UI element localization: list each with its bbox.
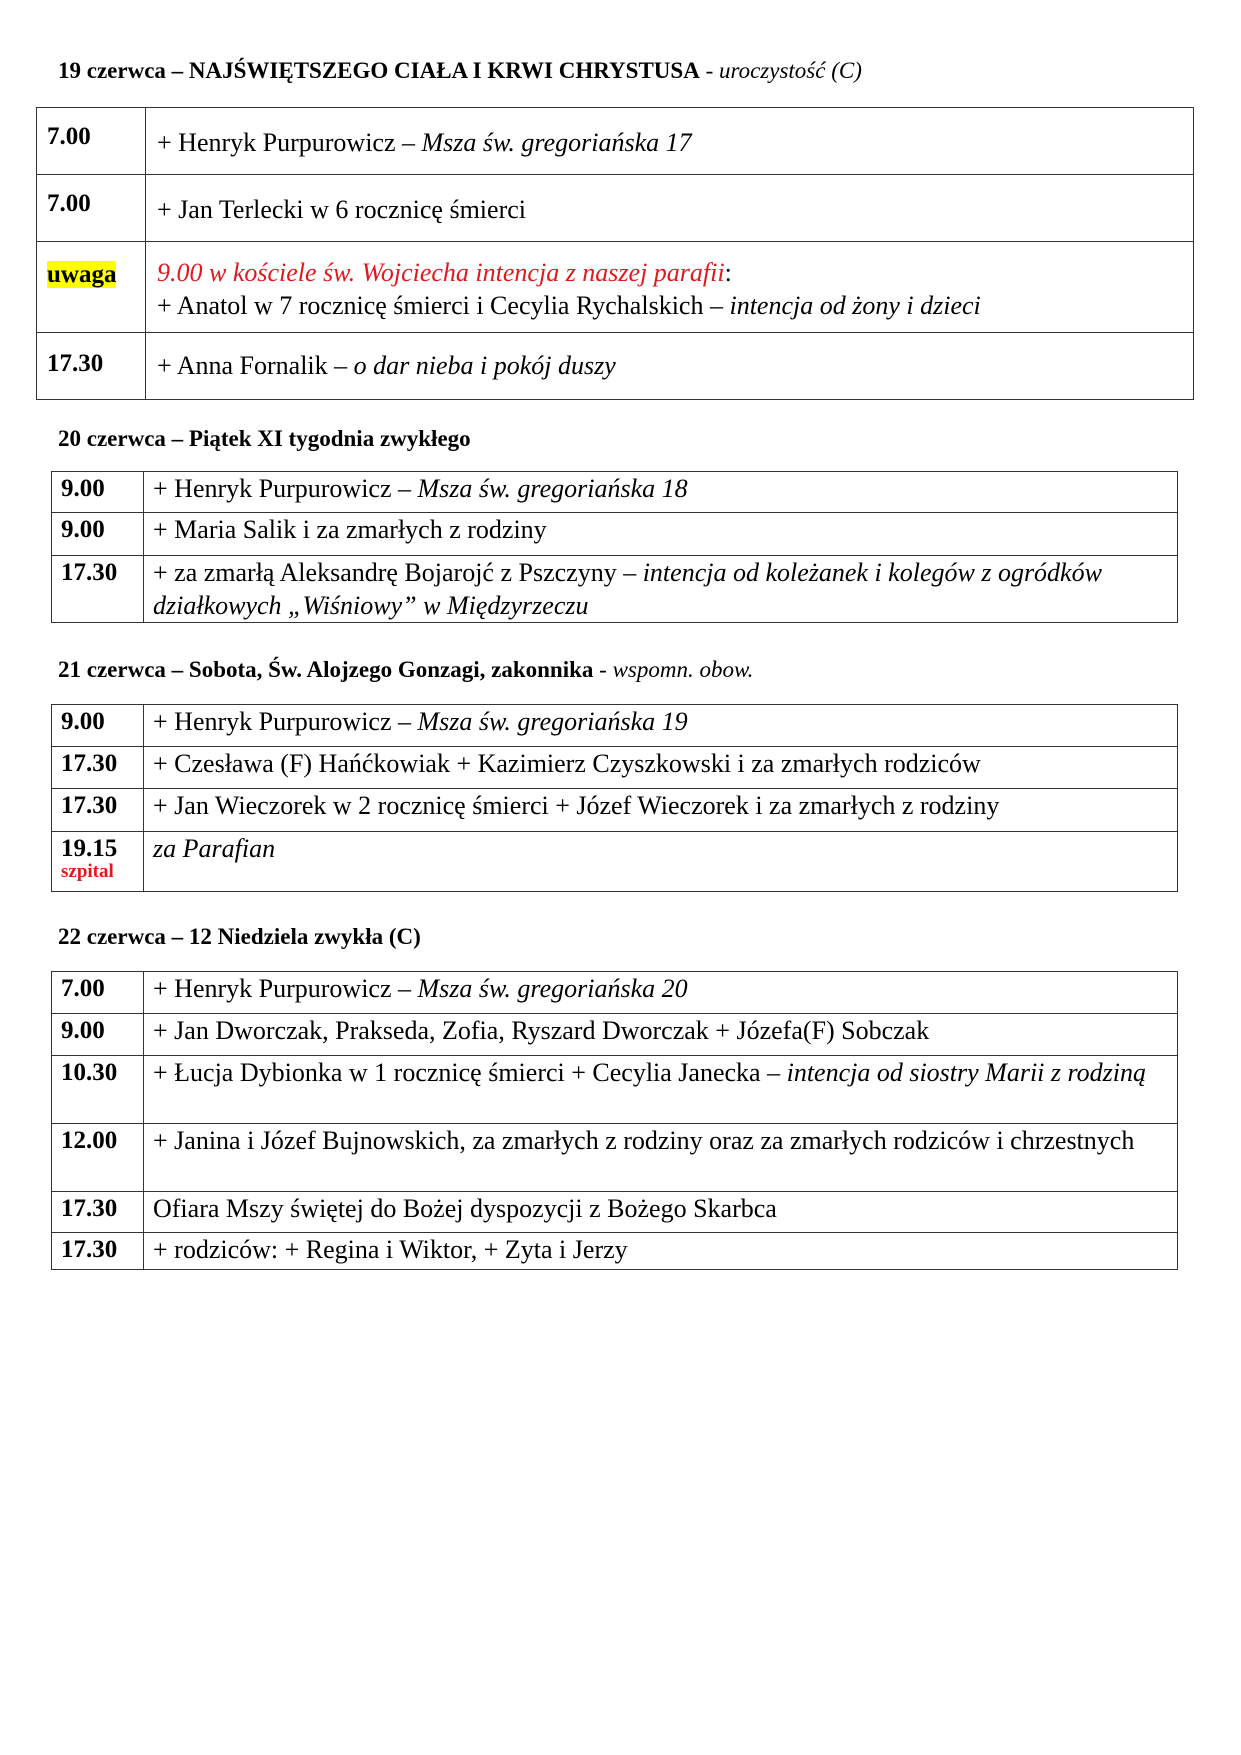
day-title: 21 czerwca – Sobota, Św. Alojzego Gonzagi, zakonnika bbox=[58, 657, 594, 682]
heading-separator: - bbox=[593, 657, 613, 682]
intention-text: + Jan Wieczorek w 2 rocznicę śmierci + Józef Wieczorek i za zmarłych z rodziny bbox=[153, 791, 1000, 820]
table-row bbox=[52, 789, 1178, 832]
intention bbox=[144, 789, 1178, 832]
intention bbox=[146, 175, 1194, 242]
table-row bbox=[37, 108, 1194, 175]
intention-text: + Henryk Purpurowicz bbox=[153, 474, 398, 503]
table-row bbox=[52, 1124, 1178, 1192]
mass-time: 17.30 bbox=[52, 1233, 144, 1270]
mass-time: 17.30 bbox=[37, 333, 146, 400]
day-title: 20 czerwca – Piątek XI tygodnia zwykłego bbox=[58, 426, 471, 451]
day-title: 22 czerwca – 12 Niedziela zwykła (C) bbox=[58, 924, 421, 949]
day-heading bbox=[58, 924, 421, 950]
mass-time-value: 19.15 bbox=[61, 835, 118, 862]
table-row bbox=[52, 832, 1178, 892]
mass-time bbox=[52, 832, 144, 892]
notice-colon: : bbox=[724, 258, 732, 287]
intention-note: – Msza św. gregoriańska 20 bbox=[398, 974, 688, 1003]
table-row bbox=[52, 472, 1178, 513]
table-row bbox=[52, 513, 1178, 556]
day-heading bbox=[58, 58, 862, 84]
intention bbox=[144, 556, 1178, 623]
intention-note: – intencja od siostry Marii z rodziną bbox=[767, 1058, 1147, 1087]
table-row bbox=[52, 1014, 1178, 1056]
intention bbox=[144, 1124, 1178, 1192]
mass-time: 17.30 bbox=[52, 1192, 144, 1233]
intention-text: + rodziców: + Regina i Wiktor, + Zyta i Jerzy bbox=[153, 1235, 628, 1264]
table-row bbox=[52, 1233, 1178, 1270]
table-row bbox=[52, 747, 1178, 789]
intention-text: + Czesława (F) Hańćkowiak + Kazimierz Czyszkowski i za zmarłych rodziców bbox=[153, 749, 981, 778]
intention bbox=[144, 705, 1178, 747]
mass-intentions-table bbox=[51, 704, 1178, 892]
table-row bbox=[37, 175, 1194, 242]
intention-text: + Henryk Purpurowicz bbox=[153, 974, 398, 1003]
intention-note: – intencja od koleżanek i kolegów z ogródków działkowych „Wiśniowy” w Międzyrzeczu bbox=[153, 558, 1102, 620]
intention bbox=[146, 108, 1194, 175]
intention-text: + Anatol w 7 rocznicę śmierci i Cecylia Rychalskich bbox=[157, 291, 710, 320]
mass-time: 17.30 bbox=[52, 556, 144, 623]
mass-time: 17.30 bbox=[52, 747, 144, 789]
intention-text: + Henryk Purpurowicz bbox=[157, 128, 402, 157]
mass-intentions-table bbox=[36, 107, 1194, 400]
intention-note: za Parafian bbox=[153, 834, 276, 863]
intention-text: + Jan Dworczak, Prakseda, Zofia, Ryszard Dworczak + Józefa(F) Sobczak bbox=[153, 1016, 930, 1045]
mass-time: 9.00 bbox=[52, 513, 144, 556]
heading-separator: - bbox=[699, 58, 719, 83]
table-row bbox=[52, 556, 1178, 623]
intention bbox=[144, 1056, 1178, 1124]
intention-text: + Anna Fornalik bbox=[157, 351, 335, 380]
mass-time: 7.00 bbox=[37, 175, 146, 242]
intention bbox=[144, 747, 1178, 789]
mass-time: 17.30 bbox=[52, 789, 144, 832]
table-row bbox=[52, 972, 1178, 1014]
highlighted-notice: uwaga bbox=[47, 261, 117, 288]
intention bbox=[144, 1233, 1178, 1270]
mass-time: 9.00 bbox=[52, 1014, 144, 1056]
mass-time: 12.00 bbox=[52, 1124, 144, 1192]
intention bbox=[144, 513, 1178, 556]
intention bbox=[144, 472, 1178, 513]
intention-text: + Janina i Józef Bujnowskich, za zmarłych z rodziny oraz za zmarłych rodziców i chrzestnych bbox=[153, 1126, 1135, 1155]
day-heading bbox=[58, 657, 753, 683]
table-row bbox=[37, 333, 1194, 400]
intention-text: Ofiara Mszy świętej do Bożej dyspozycji z Bożego Skarbca bbox=[153, 1194, 777, 1223]
mass-time bbox=[37, 242, 146, 333]
intention-note: – intencja od żony i dzieci bbox=[709, 291, 981, 320]
intention bbox=[146, 333, 1194, 400]
intention bbox=[144, 972, 1178, 1014]
mass-time: 10.30 bbox=[52, 1056, 144, 1124]
intention-note: – o dar nieba i pokój duszy bbox=[334, 351, 616, 380]
location-note: szpital bbox=[61, 861, 114, 882]
mass-time: 7.00 bbox=[37, 108, 146, 175]
mass-time: 7.00 bbox=[52, 972, 144, 1014]
mass-intentions-table bbox=[51, 471, 1178, 623]
notice-text: 9.00 w kościele św. Wojciecha intencja z naszej parafii bbox=[157, 258, 725, 287]
intention-note: – Msza św. gregoriańska 17 bbox=[402, 128, 692, 157]
intention-text: + Henryk Purpurowicz bbox=[153, 707, 398, 736]
day-heading bbox=[58, 426, 471, 452]
intention-text: + Łucja Dybionka w 1 rocznicę śmierci + Cecylia Janecka bbox=[153, 1058, 768, 1087]
intention-text: + za zmarłą Aleksandrę Bojarojć z Pszczyny bbox=[153, 558, 624, 587]
intention bbox=[144, 832, 1178, 892]
intention bbox=[146, 242, 1194, 333]
intention bbox=[144, 1014, 1178, 1056]
liturgical-rank: uroczystość (C) bbox=[718, 58, 862, 83]
table-row bbox=[52, 705, 1178, 747]
mass-time: 9.00 bbox=[52, 705, 144, 747]
intention-note: – Msza św. gregoriańska 18 bbox=[398, 474, 688, 503]
intention bbox=[144, 1192, 1178, 1233]
table-row bbox=[52, 1056, 1178, 1124]
intention-note: – Msza św. gregoriańska 19 bbox=[398, 707, 688, 736]
table-row bbox=[52, 1192, 1178, 1233]
table-row bbox=[37, 242, 1194, 333]
day-title: 19 czerwca – NAJŚWIĘTSZEGO CIAŁA I KRWI CHRYSTUSA bbox=[58, 58, 700, 83]
intention-text: + Jan Terlecki w 6 rocznicę śmierci bbox=[157, 195, 526, 224]
intention-text: + Maria Salik i za zmarłych z rodziny bbox=[153, 515, 547, 544]
liturgical-rank: wspomn. obow. bbox=[612, 657, 754, 682]
mass-intentions-table bbox=[51, 971, 1178, 1270]
mass-time: 9.00 bbox=[52, 472, 144, 513]
